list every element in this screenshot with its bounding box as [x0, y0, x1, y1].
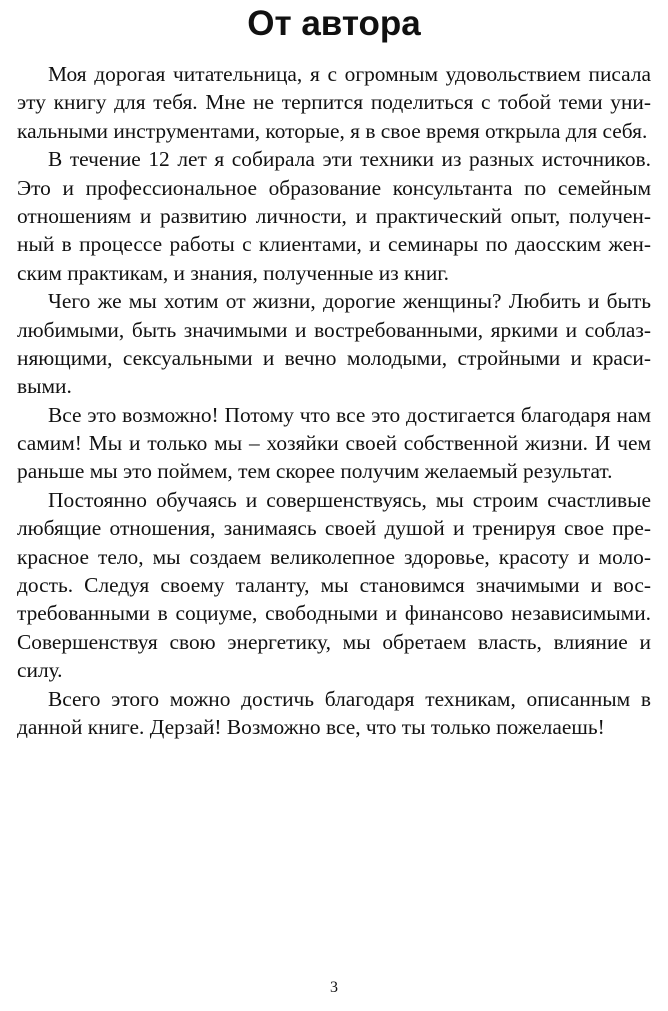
page-number: 3 — [330, 979, 338, 996]
text-line: отношениям и развитию личности, и практический опыт, получен- — [17, 203, 651, 228]
text-line: ским практикам, и знания, полученные из книг. — [17, 260, 449, 285]
text-line: кальными инструментами, которые, я в свое время открыла для себя. — [17, 118, 648, 143]
chapter-body — [17, 60, 651, 741]
text-line: Это и профессиональное образование консультанта по семейным — [17, 175, 651, 200]
text-line: Чего же мы хотим от жизни, дорогие женщины? Любить и быть — [48, 289, 651, 314]
text-line: любимыми, быть значимыми и востребованными, яркими и соблаз- — [17, 317, 651, 342]
paragraph-1 — [17, 60, 651, 145]
text-line: самим! Мы и только мы – хозяйки своей собственной жизни. И чем — [17, 431, 651, 456]
paragraph-4 — [17, 401, 651, 486]
chapter-title: От автора — [247, 4, 421, 43]
text-line: требованными в социуме, свободными и финансово независимыми. — [17, 601, 651, 626]
text-line: Моя дорогая читательница, я с огромным удовольствием писала — [48, 62, 651, 86]
text-line: Постоянно обучаясь и совершенствуясь, мы строим счастливые — [48, 487, 651, 512]
text-line: Совершенствуя свою энергетику, мы обретаем власть, влияние и — [17, 629, 651, 654]
text-line: няющими, сексуальными и вечно молодыми, стройными и краси- — [17, 345, 651, 370]
text-line: выми. — [17, 374, 72, 399]
text-line: ный в процессе работы с клиентами, и семинары по даосским жен- — [17, 232, 651, 257]
text-line: эту книгу для тебя. Мне не терпится поделиться с тобой теми уни- — [17, 90, 651, 115]
text-line: Всего этого можно достичь благодаря техникам, описанным в — [48, 686, 651, 711]
text-line: В течение 12 лет я собирала эти техники из разных источников. — [48, 147, 651, 172]
paragraph-6 — [17, 685, 651, 742]
paragraph-3 — [17, 287, 651, 401]
text-line: красное тело, мы создаем великолепное здоровье, красоту и моло- — [17, 544, 651, 569]
text-line: Все это возможно! Потому что все это достигается благодаря нам — [48, 402, 651, 427]
text-line: дость. Следуя своему таланту, мы становимся значимыми и вос- — [17, 573, 651, 598]
text-line: любящие отношения, занимаясь своей душой и тренируя свое пре- — [17, 516, 651, 541]
text-line: силу. — [17, 658, 63, 683]
paragraph-5 — [17, 486, 651, 685]
text-line: данной книге. Дерзай! Возможно все, что ты только пожелаешь! — [17, 714, 605, 739]
paragraph-2 — [17, 145, 651, 287]
text-line: раньше мы это поймем, тем скорее получим желаемый результат. — [17, 459, 613, 484]
